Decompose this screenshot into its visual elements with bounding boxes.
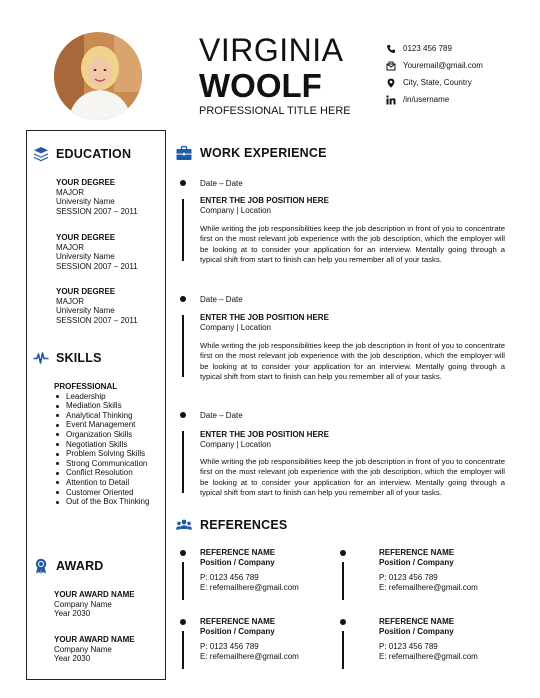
skill-item: Strong Communication [54,459,149,469]
contact-location-text: City, State, Country [403,78,472,87]
reference-name: REFERENCE NAME [379,548,455,557]
award-name: YOUR AWARD NAME [54,635,135,644]
reference-card [200,548,299,593]
last-name: WOOLF [199,67,322,104]
reference-card [200,617,299,662]
education-degree: YOUR DEGREE [56,287,116,296]
award-year: Year 2030 [54,609,91,619]
education-entry [56,178,138,216]
timeline-line [182,199,184,261]
job-company: Company | Location [200,206,272,215]
reference-card [379,617,478,662]
education-major: MAJOR [56,296,84,306]
reference-phone: P: 0123 456 789 [200,642,259,651]
contact-location [386,74,483,91]
job-position: ENTER THE JOB POSITION HERE [200,313,329,322]
education-degree: YOUR DEGREE [56,178,116,187]
profile-photo [54,32,142,120]
award-entry [54,635,135,664]
reference-name: REFERENCE NAME [379,617,455,626]
reference-dot [180,550,186,556]
education-major: MAJOR [56,187,84,197]
reference-phone: P: 0123 456 789 [200,573,259,582]
contact-email-text: Youremail@gmail.com [403,61,483,70]
reference-email: E: refemailhere@gmail.com [379,652,478,661]
award-ribbon-icon [33,558,49,574]
skills-block [54,382,149,507]
job-description: While writing the job responsibilities keep the job description in front of you to concentrate first on the most relevant job experience with the job description, which the employer will be looking at to consider your application for an interview. Mentally going through a typical shift from start to finish can help you remember all of your tasks. [200,457,505,497]
education-university: University Name [56,197,115,207]
education-stack-icon [33,146,49,162]
reference-dot [340,619,346,625]
award-entry [54,590,135,619]
award-title: AWARD [56,559,104,573]
timeline-dot [180,296,186,302]
email-icon [386,61,396,71]
education-major: MAJOR [56,242,84,252]
skills-subheading: PROFESSIONAL [54,382,118,391]
skill-item: Event Management [54,420,149,430]
award-heading [33,558,104,574]
reference-line [342,631,344,669]
work-heading [176,145,327,161]
contact-phone-text: 0123 456 789 [403,44,452,53]
job-company: Company | Location [200,323,272,332]
reference-position: Position / Company [200,627,275,636]
pulse-icon [33,350,49,366]
briefcase-icon [176,145,192,161]
reference-name: REFERENCE NAME [200,548,276,557]
timeline-line [182,431,184,493]
skill-item: Out of the Box Thinking [54,497,149,507]
job-position: ENTER THE JOB POSITION HERE [200,196,329,205]
education-university: University Name [56,252,115,262]
contact-phone [386,40,483,57]
reference-phone: P: 0123 456 789 [379,573,438,582]
education-session: SESSION 2007 – 2011 [56,261,138,271]
reference-dot [340,550,346,556]
skill-item: Customer Oriented [54,488,149,498]
education-entry [56,287,138,325]
award-year: Year 2030 [54,654,91,664]
job-description: While writing the job responsibilities keep the job description in front of you to concentrate first on the most relevant job experience with the job description, which the employer will be looking at to consider your application for an interview. Mentally going through a typical shift from start to finish can help you remember all of your tasks. [200,224,505,264]
job-date: Date – Date [200,179,243,188]
references-heading [176,517,287,533]
skill-item: Problem Solving Skills [54,449,149,459]
reference-position: Position / Company [200,558,275,567]
reference-email: E: refemailhere@gmail.com [200,652,299,661]
location-pin-icon [386,78,396,88]
timeline-dot [180,180,186,186]
reference-email: E: refemailhere@gmail.com [379,583,478,592]
timeline-line [182,315,184,377]
education-entry [56,233,138,271]
education-degree: YOUR DEGREE [56,233,116,242]
skill-item: Analytical Thinking [54,411,149,421]
references-title: REFERENCES [200,518,288,532]
reference-card [379,548,478,593]
first-name: VIRGINIA [199,32,344,68]
reference-line [342,562,344,600]
skills-title: SKILLS [56,351,102,365]
education-title: EDUCATION [56,147,132,161]
skills-list [54,392,149,507]
people-group-icon [176,517,192,533]
reference-email: E: refemailhere@gmail.com [200,583,299,592]
reference-line [182,562,184,600]
job-description: While writing the job responsibilities keep the job description in front of you to concentrate first on the most relevant job experience with the job description, which the employer will be looking at to consider your application for an interview. Mentally going through a typical shift from start to finish can help you remember all of your tasks. [200,341,505,381]
phone-icon [386,44,396,54]
reference-phone: P: 0123 456 789 [379,642,438,651]
skill-item: Leadership [54,392,149,402]
skills-heading [33,350,102,366]
skill-item: Organization Skills [54,430,149,440]
job-date: Date – Date [200,295,243,304]
job-position: ENTER THE JOB POSITION HERE [200,430,329,439]
education-session: SESSION 2007 – 2011 [56,315,138,325]
award-company: Company Name [54,644,112,654]
timeline-dot [180,412,186,418]
linkedin-icon [386,95,396,105]
education-session: SESSION 2007 – 2011 [56,206,138,216]
reference-position: Position / Company [379,558,454,567]
skill-item: Conflict Resolution [54,468,149,478]
award-company: Company Name [54,599,112,609]
contact-linkedin-text: /in/username [403,95,450,104]
reference-position: Position / Company [379,627,454,636]
reference-name: REFERENCE NAME [200,617,276,626]
skill-item: Mediation Skills [54,401,149,411]
skill-item: Negotiation Skills [54,440,149,450]
education-university: University Name [56,306,115,316]
reference-dot [180,619,186,625]
contact-list [386,40,483,108]
professional-title: PROFESSIONAL TITLE HERE [199,105,351,117]
job-date: Date – Date [200,411,243,420]
education-heading [33,146,131,162]
work-title: WORK EXPERIENCE [200,146,327,160]
reference-line [182,631,184,669]
contact-linkedin [386,91,483,108]
contact-email [386,57,483,74]
skill-item: Attention to Detail [54,478,149,488]
award-name: YOUR AWARD NAME [54,590,135,599]
job-company: Company | Location [200,440,272,449]
